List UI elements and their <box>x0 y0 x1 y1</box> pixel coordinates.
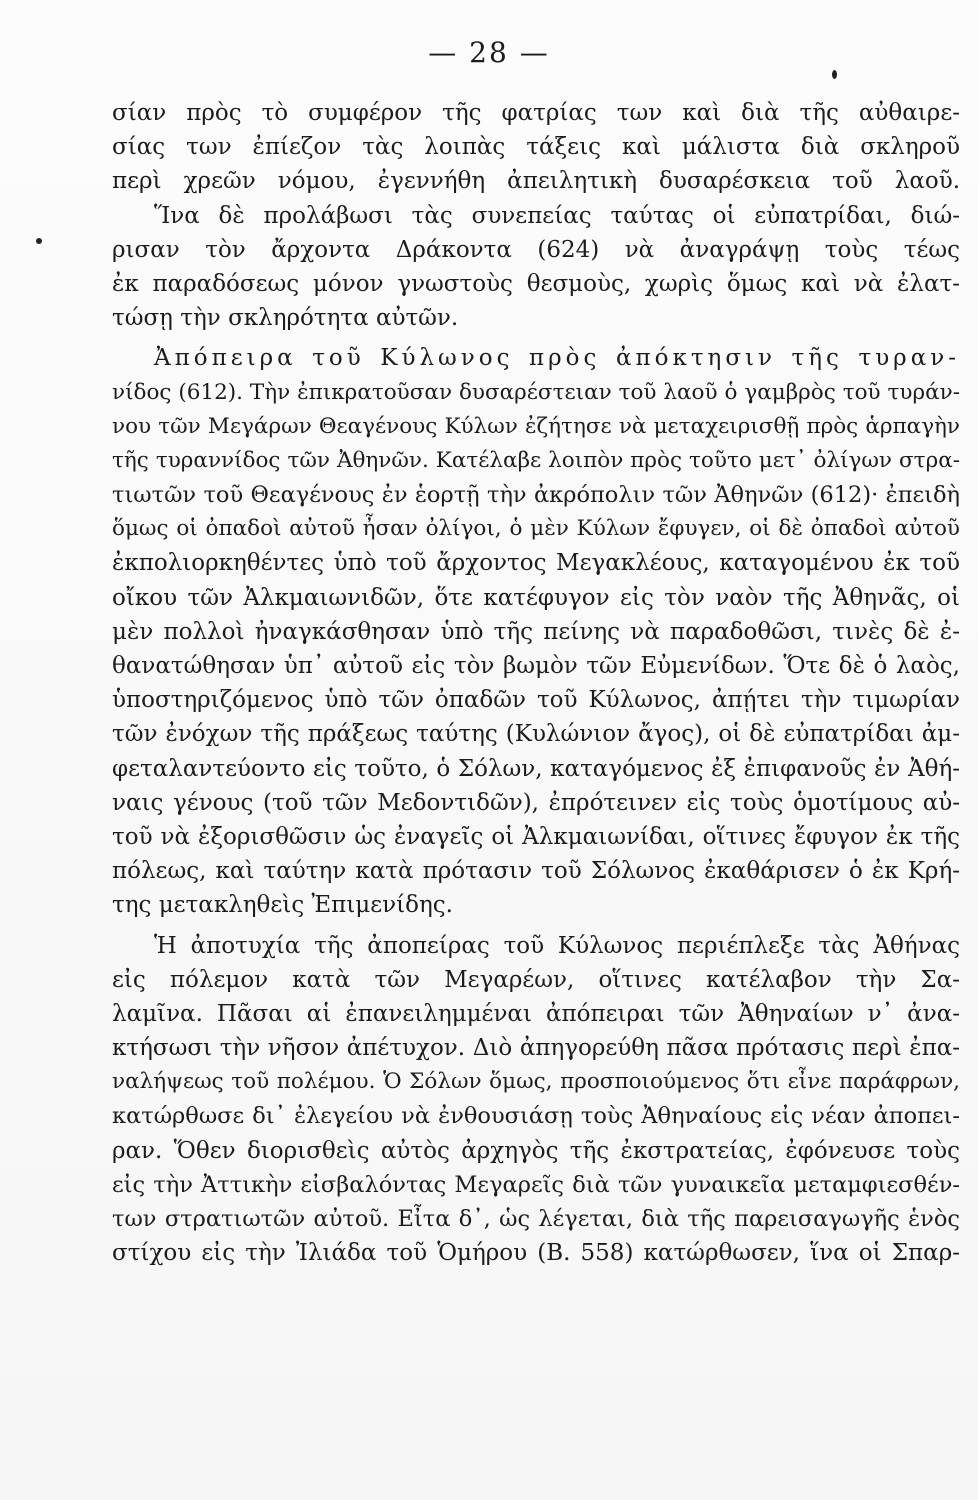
text-line: λαμῖνα. Πᾶσαι αἱ ἐπανειλημμέναι ἀπόπειραι τῶν Ἀθηναίων ν᾽ ἀνα- <box>112 1000 960 1027</box>
text-line: ὑποστηριζόμενος ὑπὸ τῶν ὀπαδῶν τοῦ Κύλωνος, ἀπῄτει τὴν τιμωρίαν <box>112 687 960 714</box>
text-line: τώσῃ τὴν σκληρότητα αὐτῶν. <box>112 305 459 332</box>
text-line: περὶ χρεῶν νόμου, ἐγεννήθη ἀπειλητικὴ δυσαρέσκεια τοῦ λαοῦ. <box>112 168 960 195</box>
text-line: ἐκ παραδόσεως μόνον γνωστοὺς θεσμοὺς, χωρὶς ὅμως καὶ νὰ ἐλατ- <box>112 270 960 297</box>
text-line: σίας των ἐπίεζον τὰς λοιπὰς τάξεις καὶ μάλιστα διὰ σκληροῦ <box>112 134 960 161</box>
text-line: ρισαν τὸν ἄρχοντα Δράκοντα (624) νὰ ἀναγράψῃ τοὺς τέως <box>112 236 960 263</box>
text-line: ὅμως οἱ ὀπαδοὶ αὐτοῦ ἦσαν ὀλίγοι, ὁ μὲν Κύλων ἔφυγεν, οἱ δὲ ὀπαδοὶ αὐτοῦ <box>112 516 960 542</box>
text-line: μὲν πολλοὶ ἠναγκάσθησαν ὑπὸ τῆς πείνης νὰ παραδοθῶσι, τινὲς δὲ ἐ- <box>112 618 960 645</box>
text-line: τῶν ἐνόχων τῆς πράξεως ταύτης (Κυλώνιον ἄγος), οἱ δὲ εὐπατρίδαι ἀμ- <box>112 721 960 748</box>
text-line: εἰς πόλεμον κατὰ τῶν Μεγαρέων, οἵτινες κατέλαβον τὴν Σα- <box>112 966 960 993</box>
text-line: στίχου εἰς τὴν Ἰλιάδα τοῦ Ὁμήρου (Β. 558) κατώρθωσεν, ἵνα οἱ Σπαρ- <box>112 1240 960 1267</box>
text-line: κτήσωσι τὴν νῆσον ἀπέτυχον. Διὸ ἀπηγορεύθη πᾶσα πρότασις περὶ ἐπα- <box>112 1035 960 1062</box>
text-line: νίδος (612). Τὴν ἐπικρατοῦσαν δυσαρέστειαν τοῦ λαοῦ ὁ γαμβρὸς τοῦ τυράν- <box>112 379 960 405</box>
text-line: Ἵνα δὲ προλάβωσι τὰς συνεπείας ταύτας οἱ εὐπατρίδαι, διώ- <box>154 202 960 229</box>
ink-speck <box>36 238 42 244</box>
ink-speck <box>832 70 837 79</box>
text-line: θανατώθησαν ὑπ᾽ αὐτοῦ εἰς τὸν βωμὸν τῶν Εὐμενίδων. Ὅτε δὲ ὁ λαὸς, <box>112 653 960 679</box>
page-number: — 28 — <box>428 36 550 69</box>
text-line: οἴκου τῶν Ἀλκμαιωνιδῶν, ὅτε κατέφυγον εἰς τὸν ναὸν τῆς Ἀθηνᾶς, οἱ <box>112 584 960 611</box>
text-line: τῆς τυραννίδος τῶν Ἀθηνῶν. Κατέλαβε λοιπὸν πρὸς τοῦτο μετ᾽ ὀλίγων στρα- <box>112 447 960 473</box>
text-line: σίαν πρὸς τὸ συμφέρον τῆς φατρίας των καὶ διὰ τῆς αὐθαιρε- <box>112 100 960 126</box>
body-text <box>112 96 960 1270</box>
text-line: ναις γένους (τοῦ τῶν Μεδοντιδῶν), ἐπρότεινεν εἰς τοὺς ὁμοτίμους αὐ- <box>112 789 960 816</box>
text-line: φεταλαντεύοντο εἰς τοῦτο, ὁ Σόλων, καταγόμενος ἐξ ἐπιφανοῦς ἐν Ἀθή- <box>112 755 960 782</box>
section-heading-line: Ἀπόπειρα τοῦ Κύλωνος πρὸς ἀπόκτησιν τῆς τυραν- <box>154 345 960 372</box>
text-line: κατώρθωσε δι᾽ ἐλεγείου νὰ ἐνθουσιάσῃ τοὺς Ἀθηναίους εἰς νέαν ἀποπει- <box>112 1103 960 1130</box>
text-line: πόλεως, καὶ ταύτην κατὰ πρότασιν τοῦ Σόλωνος ἐκαθάρισεν ὁ ἐκ Κρή- <box>112 858 960 885</box>
text-line: ναλήψεως τοῦ πολέμου. Ὁ Σόλων ὅμως, προσποιούμενος ὅτι εἶνε παράφρων, <box>112 1069 960 1095</box>
text-line: των στρατιωτῶν αὐτοῦ. Εἶτα δ᾽, ὡς λέγεται, διὰ τῆς παρεισαγωγῆς ἑνὸς <box>112 1206 960 1232</box>
text-line: τιωτῶν τοῦ Θεαγένους ἐν ἑορτῇ τὴν ἀκρόπολιν τῶν Ἀθηνῶν (612)· ἐπειδὴ <box>112 482 960 509</box>
text-line: εἰς τὴν Ἀττικὴν εἰσβαλόντας Μεγαρεῖς διὰ τῶν γυναικεῖα μεταμφιεσθέν- <box>112 1171 960 1198</box>
text-line: ραν. Ὅθεν διορισθεὶς αὐτὸς ἀρχηγὸς τῆς ἐκστρατείας, ἐφόνευσε τοὺς <box>112 1137 960 1164</box>
text-line: Ἡ ἀποτυχία τῆς ἀποπείρας τοῦ Κύλωνος περιέπλεξε τὰς Ἀθήνας <box>154 932 960 959</box>
text-line: τοῦ νὰ ἐξορισθῶσιν ὡς ἐναγεῖς οἱ Ἀλκμαιωνίδαι, οἵτινες ἔφυγον ἐκ τῆς <box>112 823 960 850</box>
text-line: ἐκπολιορκηθέντες ὑπὸ τοῦ ἄρχοντος Μεγακλέους, καταγομένου ἐκ τοῦ <box>112 550 960 577</box>
text-line: νου τῶν Μεγάρων Θεαγένους Κύλων ἐζήτησε νὰ μεταχειρισθῇ πρὸς ἁρπαγὴν <box>112 413 960 439</box>
text-line: της μετακληθεὶς Ἐπιμενίδης. <box>112 892 453 919</box>
